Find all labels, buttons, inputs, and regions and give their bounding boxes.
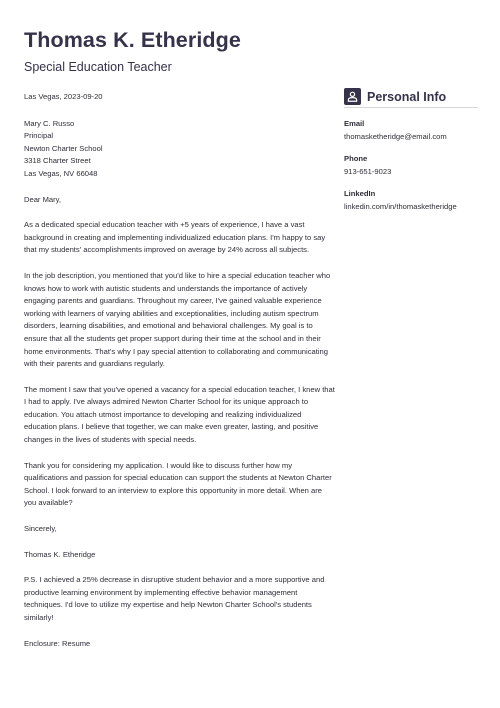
letter-enclosure: Enclosure: Resume — [24, 638, 91, 648]
letter-signature: Thomas K. Etheridge — [24, 549, 96, 559]
cover-letter-body — [24, 91, 336, 650]
linkedin-item — [344, 188, 478, 213]
letter-paragraph: In the job description, you mentioned that you'd like to hire a special education teacher who knows how to work with autistic students and understands the importance of actively engaging parents and guardians. Throughout my career, I've gained valuable experience working with learners of varying abilities and exceptionalities, including autism spectrum disorders, learning disabilities, and emotional and behavioral challenges. My goal is to ensure that all the students get proper support during their time at the school and in their home environments. That's why I pay special attention to collaborating and communicating with their parents and guardians regularly. — [24, 270, 331, 369]
resume-name: Thomas K. Etheridge — [24, 28, 241, 52]
letter-paragraph: As a dedicated special education teacher with +5 years of experience, I have a vast background in creating and implementing individualized education plans. I'm happy to say that my students' accomplishments improved on average by 24% across all subjects. — [24, 220, 326, 255]
phone-item — [344, 153, 478, 178]
recipient-line: Mary C. Russo — [24, 118, 75, 128]
letter-paragraph: Thank you for considering my application. I would like to discuss further how my qualifications and passion for special education can support the students at Newton Charter School. I look forward to an interview to explore this opportunity in more detail. When are you available? — [24, 460, 332, 508]
personal-info-header — [344, 88, 478, 108]
recipient-line: 3318 Charter Street — [24, 156, 91, 166]
letter-postscript: P.S. I achieved a 25% decrease in disruptive student behavior and a more supportive and productive learning environment by implementing effective behavior management techniques. I'd love to utilize my expertise and help Newton Charter School's students similarly! — [24, 575, 325, 622]
recipient-line: Las Vegas, NV 66048 — [24, 168, 98, 178]
linkedin-value[interactable]: linkedin.com/in/thomasketheridge — [344, 202, 457, 211]
letter-date: Las Vegas, 2023-09-20 — [24, 92, 103, 101]
linkedin-label: LinkedIn — [344, 189, 376, 198]
person-icon — [344, 88, 361, 105]
job-title: Special Education Teacher — [24, 60, 172, 74]
recipient-line: Newton Charter School — [24, 143, 103, 153]
letter-closing: Sincerely, — [24, 524, 57, 534]
recipient-line: Principal — [24, 131, 54, 141]
section-title: Personal Info — [367, 89, 447, 104]
phone-label: Phone — [344, 154, 368, 163]
email-value[interactable]: thomasketheridge@email.com — [344, 132, 447, 141]
personal-info-sidebar — [344, 88, 478, 213]
phone-value[interactable]: 913-651-9023 — [344, 167, 392, 176]
salutation: Dear Mary, — [24, 194, 61, 204]
letter-paragraph: The moment I saw that you've opened a vacancy for a special education teacher, I knew that I had to apply. I've always admired Newton Charter School for its unique approach to education. You attach utmost importance to developing and realizing individualized education plans. I believe that together, we can make even greater, lasting, and positive changes in the lives of students with special needs. — [24, 384, 335, 445]
email-label: Email — [344, 119, 365, 128]
email-item — [344, 118, 478, 143]
recipient-block — [24, 118, 336, 181]
